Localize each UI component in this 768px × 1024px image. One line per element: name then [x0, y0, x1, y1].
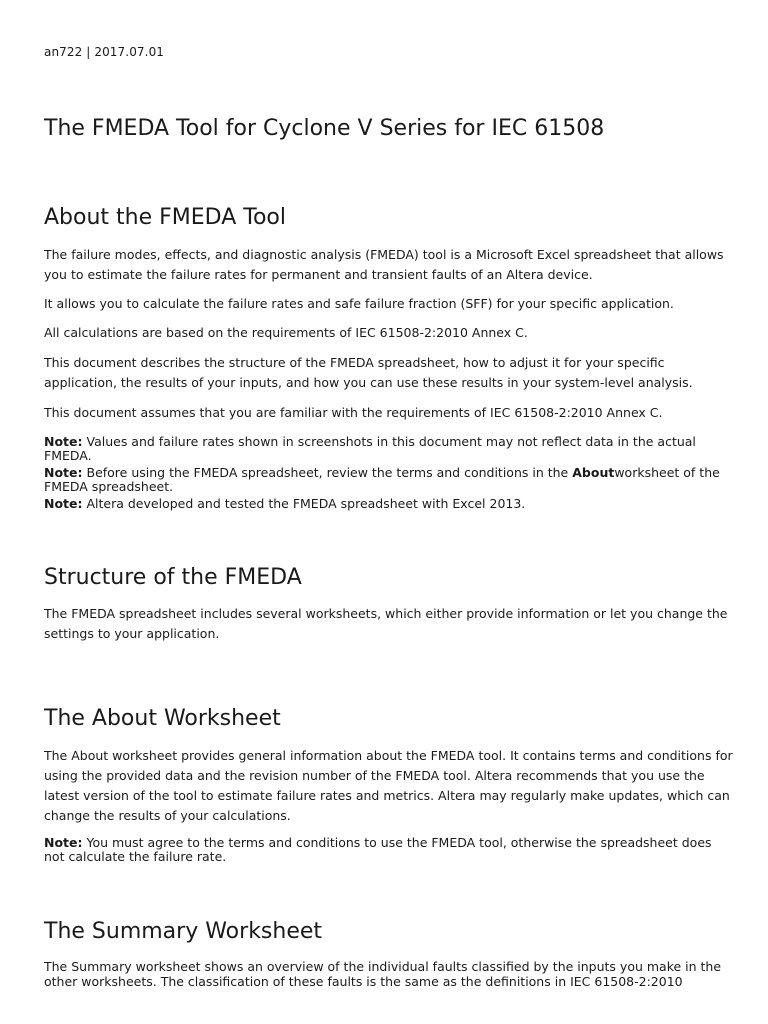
- heading-about-fmeda-tool: About the FMEDA Tool: [44, 205, 286, 230]
- summary-worksheet-paragraph-1: The Summary worksheet shows an overview of the individual faults classified by the inputs you make in the other worksheets. The classification of these faults is the same as the definitions in IEC 61508-2:2010: [44, 959, 722, 989]
- note-screenshots: [44, 435, 734, 463]
- about-tool-paragraph-3: All calculations are based on the requirements of IEC 61508-2:2010 Annex C.: [44, 325, 528, 340]
- note-label: Note:: [44, 835, 83, 850]
- note-label: Note:: [44, 465, 83, 480]
- about-tool-paragraph-1: The failure modes, effects, and diagnostic analysis (FMEDA) tool is a Microsoft Excel spreadsheet that allows you to estimate the failure rates for permanent and transient faults of an Altera device.: [44, 247, 724, 282]
- document-id: an722 | 2017.07.01: [44, 45, 165, 59]
- heading-summary-worksheet: The Summary Worksheet: [44, 919, 323, 944]
- structure-paragraph-1: The FMEDA spreadsheet includes several worksheets, which either provide information or let you change the settings to your application.: [44, 606, 728, 641]
- note-bold-about: About: [572, 465, 615, 480]
- about-tool-paragraph-2: It allows you to calculate the failure rates and safe failure fraction (SFF) for your specific application.: [44, 296, 674, 311]
- heading-about-worksheet: The About Worksheet: [44, 706, 281, 731]
- note-label: Note:: [44, 496, 83, 511]
- note-terms: [44, 466, 734, 494]
- about-worksheet-paragraph-1: The About worksheet provides general information about the FMEDA tool. It contains terms and conditions for using the provided data and the revision number of the FMEDA tool. Altera recommends that you use the latest version of the tool to estimate failure rates and metrics. Altera may regularly make updates, which can change the results of your calculations.: [44, 748, 733, 823]
- note-text: worksheet of the FMEDA spreadsheet.: [44, 465, 720, 494]
- note-excel-version: [44, 497, 734, 511]
- note-text: Altera developed and tested the FMEDA spreadsheet with Excel 2013.: [82, 496, 526, 511]
- note-text: You must agree to the terms and conditions to use the FMEDA tool, otherwise the spreadsheet does not calculate the failure rate.: [44, 835, 712, 864]
- note-text: Before using the FMEDA spreadsheet, review the terms and conditions in the: [82, 465, 573, 480]
- document-title: The FMEDA Tool for Cyclone V Series for IEC 61508: [44, 116, 605, 141]
- heading-structure-fmeda: Structure of the FMEDA: [44, 565, 302, 590]
- note-agree-terms: [44, 836, 734, 864]
- note-label: Note:: [44, 434, 83, 449]
- about-tool-paragraph-4: This document describes the structure of the FMEDA spreadsheet, how to adjust it for your specific application, the results of your inputs, and how you can use these results in your system-level analysis.: [44, 355, 693, 390]
- about-tool-paragraph-5: This document assumes that you are familiar with the requirements of IEC 61508-2:2010 Annex C.: [44, 405, 663, 420]
- note-text: Values and failure rates shown in screenshots in this document may not reflect data in the actual FMEDA.: [44, 434, 696, 463]
